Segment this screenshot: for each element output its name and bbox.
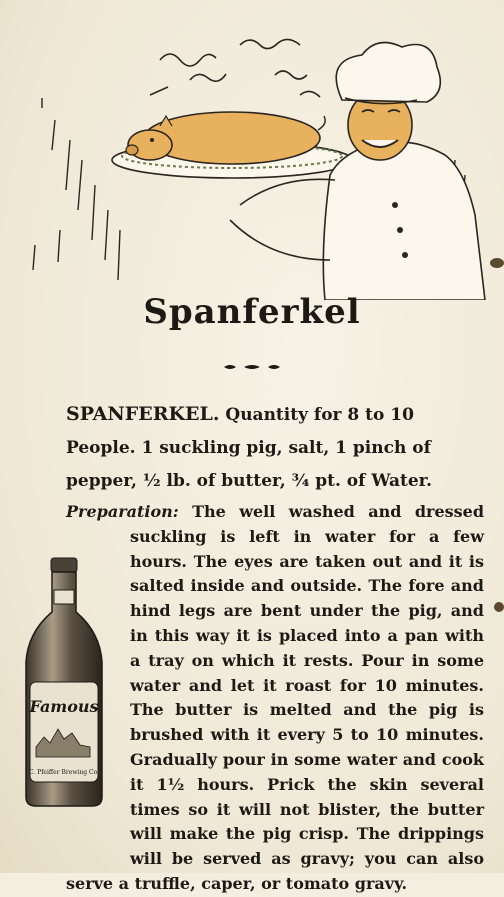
- ingredients-text: 1 suckling pig, salt, 1 pinch of pepper, ½ lb. of butter, ¾ pt. of Water.: [66, 438, 432, 491]
- preparation-label: Preparation:: [66, 502, 179, 521]
- chef-illustration: [0, 0, 504, 300]
- bottle-maker: C. Pfeiffer Brewing Co.: [28, 769, 100, 776]
- preparation-text: The well washed and dressed suckling is left in water for a few hours. The eyes are taken out and it is salted inside and outside. The fore and hind legs are bent under the pig, and in this way it is placed into a pan with a tray on which it rests. Pour in some water and let it roast for 10 minutes. The butter is melted and the pig is brushed with it every 5 to 10 minutes. Gradually pour in some water and cook it 1½ hours. Prick the skin several times so it will not blister, the butter will make the pig crisp. The drippings will be served as gravy; you can also serve a truffle, caper, or tomato gravy.: [66, 502, 485, 893]
- bottle-brand: Famous: [29, 697, 99, 716]
- page-edge-mark: [490, 258, 504, 268]
- recipe-heading: SPANFERKEL.: [66, 403, 220, 425]
- page-title: Spanferkel: [143, 292, 361, 332]
- ingredients-block: [66, 398, 486, 498]
- roast-pig-icon: [126, 112, 325, 164]
- page-edge-mark: [494, 602, 504, 612]
- ornament-divider: [222, 362, 282, 372]
- beer-bottle-illustration: [14, 552, 114, 812]
- preparation-block: [66, 500, 484, 897]
- quantity-text: Quantity for 8 to 10 People.: [66, 405, 414, 458]
